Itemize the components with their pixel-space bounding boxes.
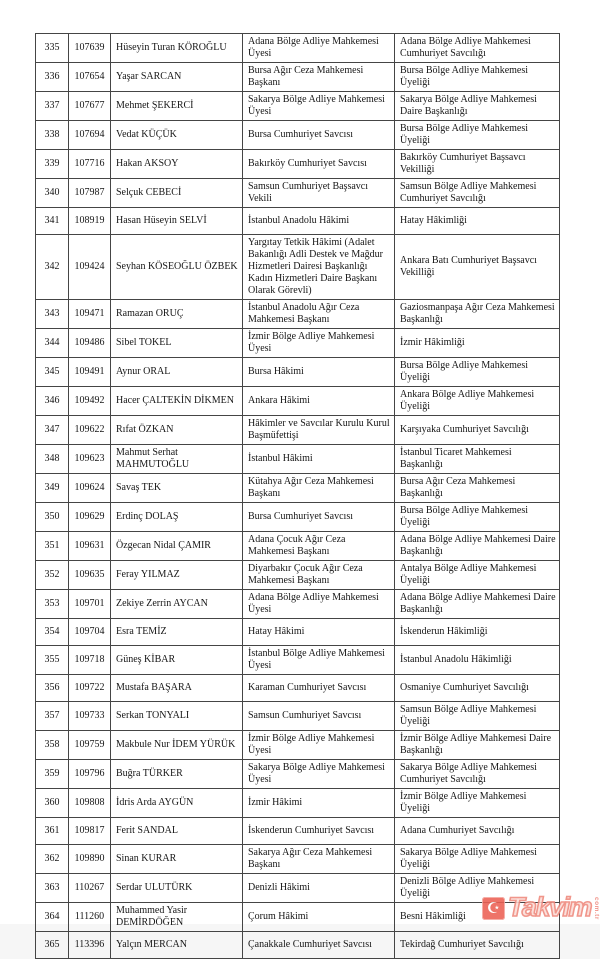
cell-current-position: İstanbul Anadolu Hâkimi: [243, 208, 395, 235]
cell-row-number: 341: [36, 208, 69, 235]
cell-registry-number: 107987: [69, 179, 111, 208]
cell-new-position: İstanbul Ticaret Mahkemesi Başkanlığı: [395, 445, 560, 474]
cell-name: Feray YILMAZ: [111, 561, 243, 590]
cell-new-position: Samsun Bölge Adliye Mahkemesi Cumhuriyet Savcılığı: [395, 179, 560, 208]
cell-new-position: Adana Cumhuriyet Savcılığı: [395, 818, 560, 845]
cell-new-position: Bursa Bölge Adliye Mahkemesi Üyeliği: [395, 63, 560, 92]
cell-name: Seyhan KÖSEOĞLU ÖZBEK: [111, 235, 243, 300]
cell-new-position: Sakarya Bölge Adliye Mahkemesi Daire Başkanlığı: [395, 92, 560, 121]
cell-row-number: 360: [36, 789, 69, 818]
table-row: [36, 34, 560, 63]
cell-current-position: Bakırköy Cumhuriyet Savcısı: [243, 150, 395, 179]
cell-registry-number: 110267: [69, 874, 111, 903]
cell-current-position: Adana Bölge Adliye Mahkemesi Üyesi: [243, 590, 395, 619]
table-row: [36, 503, 560, 532]
cell-current-position: Ankara Hâkimi: [243, 387, 395, 416]
cell-current-position: Diyarbakır Çocuk Ağır Ceza Mahkemesi Başkanı: [243, 561, 395, 590]
cell-current-position: İzmir Bölge Adliye Mahkemesi Üyesi: [243, 731, 395, 760]
table-row: [36, 358, 560, 387]
takvim-watermark: [482, 891, 600, 922]
table-row: [36, 675, 560, 702]
cell-name: Vedat KÜÇÜK: [111, 121, 243, 150]
cell-new-position: Tekirdağ Cumhuriyet Savcılığı: [395, 932, 560, 959]
cell-new-position: İzmir Bölge Adliye Mahkemesi Daire Başkanlığı: [395, 731, 560, 760]
cell-registry-number: 113396: [69, 932, 111, 959]
cell-current-position: Bursa Hâkimi: [243, 358, 395, 387]
cell-new-position: Sakarya Bölge Adliye Mahkemesi Üyeliği: [395, 845, 560, 874]
table-row: [36, 561, 560, 590]
cell-registry-number: 111260: [69, 903, 111, 932]
cell-current-position: Adana Çocuk Ağır Ceza Mahkemesi Başkanı: [243, 532, 395, 561]
cell-new-position: Adana Bölge Adliye Mahkemesi Daire Başkanlığı: [395, 532, 560, 561]
cell-new-position: Bursa Bölge Adliye Mahkemesi Üyeliği: [395, 503, 560, 532]
table-row: [36, 932, 560, 959]
cell-new-position: Bursa Ağır Ceza Mahkemesi Başkanlığı: [395, 474, 560, 503]
cell-current-position: İstanbul Anadolu Ağır Ceza Mahkemesi Başkanı: [243, 300, 395, 329]
table-row: [36, 150, 560, 179]
cell-registry-number: 107694: [69, 121, 111, 150]
cell-name: Rıfat ÖZKAN: [111, 416, 243, 445]
cell-row-number: 363: [36, 874, 69, 903]
table-row: [36, 474, 560, 503]
cell-name: Serdar ULUTÜRK: [111, 874, 243, 903]
cell-row-number: 364: [36, 903, 69, 932]
cell-registry-number: 109733: [69, 702, 111, 731]
cell-name: Yalçın MERCAN: [111, 932, 243, 959]
cell-current-position: Hatay Hâkimi: [243, 619, 395, 646]
cell-registry-number: 109817: [69, 818, 111, 845]
cell-name: Hüseyin Turan KÖROĞLU: [111, 34, 243, 63]
watermark-brand-text: Takvim: [507, 891, 591, 922]
cell-row-number: 361: [36, 818, 69, 845]
cell-current-position: İskenderun Cumhuriyet Savcısı: [243, 818, 395, 845]
cell-registry-number: 108919: [69, 208, 111, 235]
cell-new-position: Ankara Bölge Adliye Mahkemesi Üyeliği: [395, 387, 560, 416]
cell-registry-number: 109759: [69, 731, 111, 760]
cell-registry-number: 109622: [69, 416, 111, 445]
cell-row-number: 344: [36, 329, 69, 358]
cell-name: Mehmet ŞEKERCİ: [111, 92, 243, 121]
cell-row-number: 355: [36, 646, 69, 675]
cell-new-position: Adana Bölge Adliye Mahkemesi Daire Başkanlığı: [395, 590, 560, 619]
cell-new-position: Bursa Bölge Adliye Mahkemesi Üyeliği: [395, 358, 560, 387]
cell-row-number: 358: [36, 731, 69, 760]
cell-name: Sibel TOKEL: [111, 329, 243, 358]
cell-row-number: 349: [36, 474, 69, 503]
table-row: [36, 590, 560, 619]
table-row: [36, 63, 560, 92]
cell-registry-number: 107654: [69, 63, 111, 92]
cell-row-number: 362: [36, 845, 69, 874]
cell-current-position: Çanakkale Cumhuriyet Savcısı: [243, 932, 395, 959]
cell-current-position: Adana Bölge Adliye Mahkemesi Üyesi: [243, 34, 395, 63]
table-row: [36, 874, 560, 903]
appointments-table-body: [36, 34, 560, 959]
cell-new-position: Gaziosmanpaşa Ağır Ceza Mahkemesi Başkanlığı: [395, 300, 560, 329]
cell-registry-number: 109890: [69, 845, 111, 874]
cell-row-number: 353: [36, 590, 69, 619]
table-row: [36, 646, 560, 675]
cell-current-position: Bursa Ağır Ceza Mahkemesi Başkanı: [243, 63, 395, 92]
cell-current-position: Kütahya Ağır Ceza Mahkemesi Başkanı: [243, 474, 395, 503]
table-row: [36, 92, 560, 121]
cell-row-number: 342: [36, 235, 69, 300]
cell-name: Serkan TONYALI: [111, 702, 243, 731]
cell-registry-number: 109722: [69, 675, 111, 702]
cell-new-position: Osmaniye Cumhuriyet Savcılığı: [395, 675, 560, 702]
cell-current-position: Bursa Cumhuriyet Savcısı: [243, 121, 395, 150]
cell-registry-number: 109492: [69, 387, 111, 416]
cell-row-number: 350: [36, 503, 69, 532]
cell-name: Hakan AKSOY: [111, 150, 243, 179]
cell-current-position: İstanbul Hâkimi: [243, 445, 395, 474]
table-row: [36, 702, 560, 731]
cell-new-position: İstanbul Anadolu Hâkimliği: [395, 646, 560, 675]
cell-new-position: Sakarya Bölge Adliye Mahkemesi Cumhuriyet Savcılığı: [395, 760, 560, 789]
cell-registry-number: 109701: [69, 590, 111, 619]
cell-new-position: Denizli Bölge Adliye Mahkemesi Üyeliği: [395, 874, 560, 903]
table-row: [36, 818, 560, 845]
cell-row-number: 352: [36, 561, 69, 590]
cell-registry-number: 109624: [69, 474, 111, 503]
cell-name: Erdinç DOLAŞ: [111, 503, 243, 532]
cell-registry-number: 109424: [69, 235, 111, 300]
cell-new-position: Karşıyaka Cumhuriyet Savcılığı: [395, 416, 560, 445]
cell-row-number: 365: [36, 932, 69, 959]
cell-name: Ferit SANDAL: [111, 818, 243, 845]
cell-current-position: Karaman Cumhuriyet Savcısı: [243, 675, 395, 702]
cell-name: Mustafa BAŞARA: [111, 675, 243, 702]
watermark-domain-suffix: com.tr: [593, 896, 600, 920]
table-row: [36, 619, 560, 646]
cell-registry-number: 109808: [69, 789, 111, 818]
cell-registry-number: 107716: [69, 150, 111, 179]
cell-new-position: Adana Bölge Adliye Mahkemesi Cumhuriyet Savcılığı: [395, 34, 560, 63]
cell-name: Hasan Hüseyin SELVİ: [111, 208, 243, 235]
cell-new-position: İzmir Hâkimliği: [395, 329, 560, 358]
cell-registry-number: 109491: [69, 358, 111, 387]
cell-row-number: 335: [36, 34, 69, 63]
cell-name: Esra TEMİZ: [111, 619, 243, 646]
cell-row-number: 339: [36, 150, 69, 179]
cell-current-position: Samsun Cumhuriyet Başsavcı Vekili: [243, 179, 395, 208]
cell-name: Yaşar SARCAN: [111, 63, 243, 92]
table-row: [36, 760, 560, 789]
cell-name: Özgecan Nidal ÇAMIR: [111, 532, 243, 561]
cell-current-position: Sakarya Bölge Adliye Mahkemesi Üyesi: [243, 92, 395, 121]
cell-current-position: Denizli Hâkimi: [243, 874, 395, 903]
table-row: [36, 387, 560, 416]
cell-name: İdris Arda AYGÜN: [111, 789, 243, 818]
table-row: [36, 845, 560, 874]
appointments-table: [35, 33, 560, 959]
cell-row-number: 359: [36, 760, 69, 789]
cell-registry-number: 107677: [69, 92, 111, 121]
table-row: [36, 329, 560, 358]
cell-row-number: 345: [36, 358, 69, 387]
table-row: [36, 179, 560, 208]
cell-row-number: 343: [36, 300, 69, 329]
cell-new-position: Samsun Bölge Adliye Mahkemesi Üyeliği: [395, 702, 560, 731]
table-row: [36, 208, 560, 235]
cell-current-position: Çorum Hâkimi: [243, 903, 395, 932]
cell-registry-number: 107639: [69, 34, 111, 63]
table-row: [36, 731, 560, 760]
cell-registry-number: 109704: [69, 619, 111, 646]
cell-registry-number: 109623: [69, 445, 111, 474]
cell-new-position: Bursa Bölge Adliye Mahkemesi Üyeliği: [395, 121, 560, 150]
cell-current-position: İzmir Hâkimi: [243, 789, 395, 818]
cell-name: Hacer ÇALTEKİN DİKMEN: [111, 387, 243, 416]
cell-row-number: 351: [36, 532, 69, 561]
cell-row-number: 346: [36, 387, 69, 416]
table-row: [36, 789, 560, 818]
cell-name: Savaş TEK: [111, 474, 243, 503]
cell-name: Muhammed Yasir DEMİRDÖĞEN: [111, 903, 243, 932]
cell-row-number: 338: [36, 121, 69, 150]
cell-name: Makbule Nur İDEM YÜRÜK: [111, 731, 243, 760]
cell-row-number: 348: [36, 445, 69, 474]
cell-new-position: İskenderun Hâkimliği: [395, 619, 560, 646]
crescent-star-icon: ☪: [482, 897, 505, 920]
cell-current-position: Hâkimler ve Savcılar Kurulu Kurul Başmüfettişi: [243, 416, 395, 445]
cell-name: Mahmut Serhat MAHMUTOĞLU: [111, 445, 243, 474]
cell-row-number: 356: [36, 675, 69, 702]
cell-current-position: İzmir Bölge Adliye Mahkemesi Üyesi: [243, 329, 395, 358]
table-row: [36, 416, 560, 445]
table-row: [36, 903, 560, 932]
cell-name: Zekiye Zerrin AYCAN: [111, 590, 243, 619]
table-row: [36, 121, 560, 150]
cell-row-number: 347: [36, 416, 69, 445]
cell-registry-number: 109631: [69, 532, 111, 561]
cell-registry-number: 109718: [69, 646, 111, 675]
table-row: [36, 445, 560, 474]
cell-current-position: Sakarya Bölge Adliye Mahkemesi Üyesi: [243, 760, 395, 789]
cell-row-number: 336: [36, 63, 69, 92]
cell-name: Aynur ORAL: [111, 358, 243, 387]
cell-registry-number: 109796: [69, 760, 111, 789]
cell-current-position: İstanbul Bölge Adliye Mahkemesi Üyesi: [243, 646, 395, 675]
cell-row-number: 340: [36, 179, 69, 208]
table-row: [36, 532, 560, 561]
cell-registry-number: 109629: [69, 503, 111, 532]
cell-current-position: Sakarya Ağır Ceza Mahkemesi Başkanı: [243, 845, 395, 874]
cell-new-position: Hatay Hâkimliği: [395, 208, 560, 235]
cell-registry-number: 109486: [69, 329, 111, 358]
cell-name: Buğra TÜRKER: [111, 760, 243, 789]
cell-row-number: 354: [36, 619, 69, 646]
cell-row-number: 337: [36, 92, 69, 121]
cell-current-position: Bursa Cumhuriyet Savcısı: [243, 503, 395, 532]
table-row: [36, 300, 560, 329]
cell-name: Ramazan ORUÇ: [111, 300, 243, 329]
cell-name: Selçuk CEBECİ: [111, 179, 243, 208]
table-row: [36, 235, 560, 300]
cell-new-position: Antalya Bölge Adliye Mahkemesi Üyeliği: [395, 561, 560, 590]
cell-new-position: Besni Hâkimliği: [395, 903, 560, 932]
cell-registry-number: 109635: [69, 561, 111, 590]
cell-current-position: Yargıtay Tetkik Hâkimi (Adalet Bakanlığı Adli Destek ve Mağdur Hizmetleri Dairesi Başkanlığı Kadın Hizmetleri Daire Başkanı Olarak Görevli): [243, 235, 395, 300]
cell-name: Sinan KURAR: [111, 845, 243, 874]
cell-new-position: İzmir Bölge Adliye Mahkemesi Üyeliği: [395, 789, 560, 818]
cell-new-position: Ankara Batı Cumhuriyet Başsavcı Vekilliği: [395, 235, 560, 300]
cell-row-number: 357: [36, 702, 69, 731]
cell-registry-number: 109471: [69, 300, 111, 329]
cell-current-position: Samsun Cumhuriyet Savcısı: [243, 702, 395, 731]
cell-new-position: Bakırköy Cumhuriyet Başsavcı Vekilliği: [395, 150, 560, 179]
cell-name: Güneş KİBAR: [111, 646, 243, 675]
